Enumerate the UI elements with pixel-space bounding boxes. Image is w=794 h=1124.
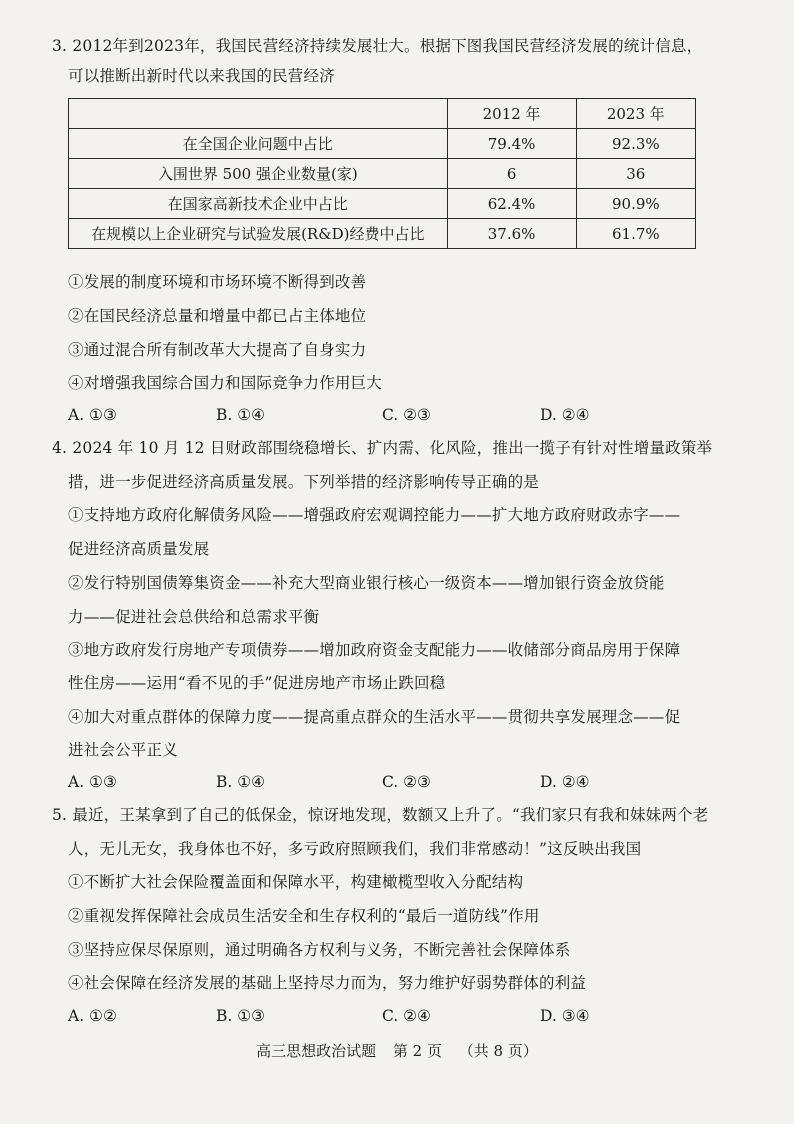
row-value-2023: 90.9% bbox=[576, 189, 695, 219]
page-footer bbox=[0, 1040, 794, 1061]
q3-stem-line2: 可以推断出新时代以来我国的民营经济 bbox=[68, 67, 335, 85]
q3-option-d: D. ②④ bbox=[540, 406, 590, 424]
table-row bbox=[69, 129, 696, 159]
row-value-2012: 79.4% bbox=[447, 129, 576, 159]
q5-option-a: A. ①② bbox=[68, 1007, 117, 1025]
row-label: 在全国企业问题中占比 bbox=[69, 129, 448, 159]
q3-option-b: B. ①④ bbox=[216, 406, 266, 424]
q3-item-3: ③通过混合所有制改革大大提高了自身实力 bbox=[68, 341, 367, 359]
q4-option-a: A. ①③ bbox=[68, 773, 117, 791]
footer-page-number: 第 2 页 bbox=[392, 1042, 442, 1060]
table-header-2023: 2023 年 bbox=[576, 99, 695, 129]
q4-item-2-line2: 力——促进社会总供给和总需求平衡 bbox=[68, 608, 320, 626]
table-row bbox=[69, 219, 696, 249]
row-value-2012: 6 bbox=[447, 159, 576, 189]
q4-item-3-line2: 性住房——运用“看不见的手”促进房地产市场止跌回稳 bbox=[68, 674, 446, 692]
q4-item-3-line1: ③地方政府发行房地产专项债券——增加政府资金支配能力——收储部分商品房用于保障 bbox=[68, 641, 681, 659]
q4-item-4-line2: 进社会公平正义 bbox=[68, 741, 178, 759]
q3-stem-line1: 3. 2012年到2023年，我国民营经济持续发展壮大。根据下图我国民营经济发展的统计信息， bbox=[52, 37, 703, 55]
q4-item-4-line1: ④加大对重点群体的保障力度——提高重点群众的生活水平——贯彻共享发展理念——促 bbox=[68, 708, 681, 726]
row-value-2012: 62.4% bbox=[447, 189, 576, 219]
q5-item-1: ①不断扩大社会保险覆盖面和保障水平，构建橄榄型收入分配结构 bbox=[68, 873, 524, 891]
table-row bbox=[69, 189, 696, 219]
q5-option-c: C. ②④ bbox=[382, 1007, 431, 1025]
q5-option-d: D. ③④ bbox=[540, 1007, 590, 1025]
q4-item-2-line1: ②发行特别国债筹集资金——补充大型商业银行核心一级资本——增加银行资金放贷能 bbox=[68, 574, 665, 592]
q4-option-c: C. ②③ bbox=[382, 773, 431, 791]
q4-item-1-line2: 促进经济高质量发展 bbox=[68, 540, 210, 558]
q3-statistics-table bbox=[68, 98, 696, 249]
q4-stem-line2: 措，进一步促进经济高质量发展。下列举措的经济影响传导正确的是 bbox=[68, 473, 540, 491]
row-value-2023: 92.3% bbox=[576, 129, 695, 159]
q3-item-4: ④对增强我国综合国力和国际竞争力作用巨大 bbox=[68, 374, 383, 392]
q3-item-2: ②在国民经济总量和增量中都已占主体地位 bbox=[68, 307, 367, 325]
q3-option-a: A. ①③ bbox=[68, 406, 117, 424]
row-value-2023: 36 bbox=[576, 159, 695, 189]
footer-total-pages: （共 8 页） bbox=[458, 1042, 538, 1060]
row-value-2023: 61.7% bbox=[576, 219, 695, 249]
q5-stem-line1: 5. 最近，王某拿到了自己的低保金，惊讶地发现，数额又上升了。“我们家只有我和妹妹两个老 bbox=[52, 806, 709, 824]
q4-option-b: B. ①④ bbox=[216, 773, 266, 791]
table-row bbox=[69, 159, 696, 189]
q3-option-c: C. ②③ bbox=[382, 406, 431, 424]
q5-item-3: ③坚持应保尽保原则，通过明确各方权利与义务，不断完善社会保障体系 bbox=[68, 941, 571, 959]
q5-item-2: ②重视发挥保障社会成员生活安全和生存权利的“最后一道防线”作用 bbox=[68, 907, 540, 925]
row-value-2012: 37.6% bbox=[447, 219, 576, 249]
q5-stem-line2: 人，无儿无女，我身体也不好，多亏政府照顾我们，我们非常感动！”这反映出我国 bbox=[68, 840, 642, 858]
q5-item-4: ④社会保障在经济发展的基础上坚持尽力而为，努力维护好弱势群体的利益 bbox=[68, 974, 587, 992]
row-label: 在规模以上企业研究与试验发展(R&D)经费中占比 bbox=[69, 219, 448, 249]
table-header-2012: 2012 年 bbox=[447, 99, 576, 129]
row-label: 入围世界 500 强企业数量(家) bbox=[69, 159, 448, 189]
q4-option-d: D. ②④ bbox=[540, 773, 590, 791]
footer-subject: 高三思想政治试题 bbox=[256, 1042, 377, 1060]
table-header-blank bbox=[69, 99, 448, 129]
q3-item-1: ①发展的制度环境和市场环境不断得到改善 bbox=[68, 273, 367, 291]
row-label: 在国家高新技术企业中占比 bbox=[69, 189, 448, 219]
table-header-row bbox=[69, 99, 696, 129]
q4-stem-line1: 4. 2024 年 10 月 12 日财政部围绕稳增长、扩内需、化风险，推出一揽子有针对性增量政策举 bbox=[52, 439, 713, 457]
q5-option-b: B. ①③ bbox=[216, 1007, 266, 1025]
q4-item-1-line1: ①支持地方政府化解债务风险——增强政府宏观调控能力——扩大地方政府财政赤字—— bbox=[68, 506, 681, 524]
